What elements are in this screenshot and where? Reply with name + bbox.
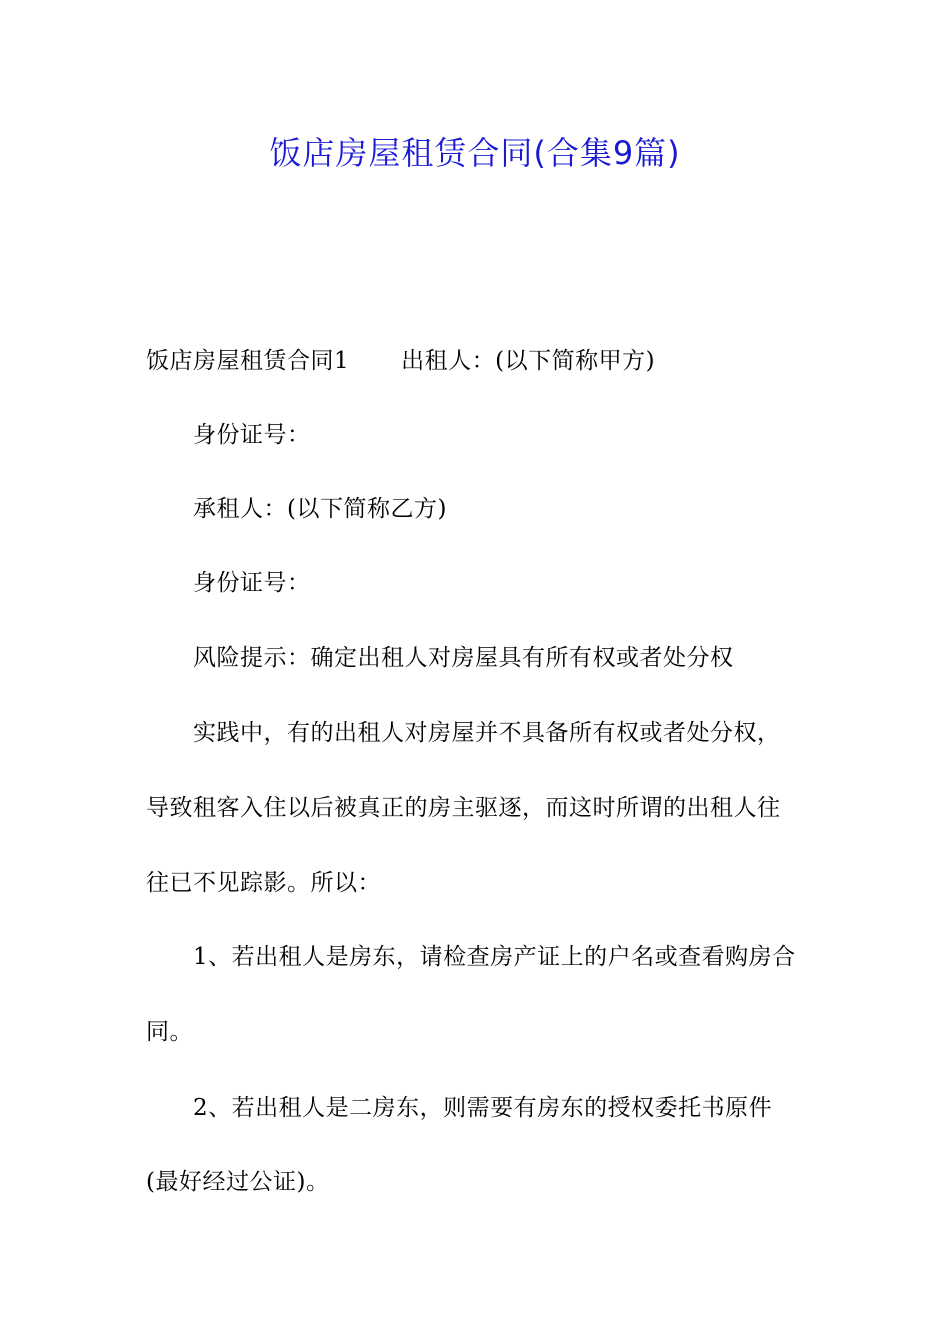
list-item-line: (最好经过公证)。 bbox=[146, 1169, 330, 1195]
document-title: 饭店房屋租赁合同(合集9篇) bbox=[269, 134, 681, 172]
paragraph-line: 导致租客入住以后被真正的房主驱逐，而这时所谓的出租人往 bbox=[146, 795, 781, 821]
list-item-line: 同。 bbox=[146, 1019, 193, 1045]
paragraph-line: 往已不见踪影。所以： bbox=[146, 870, 381, 896]
lessor-line: 出租人：(以下简称甲方) bbox=[401, 348, 656, 374]
list-item-line: 1、若出租人是房东，请检查房产证上的户名或查看购房合 bbox=[193, 944, 796, 970]
lessee-line: 承租人：(以下简称乙方) bbox=[193, 496, 447, 522]
lessor-id-line: 身份证号： bbox=[193, 422, 311, 448]
section-heading: 饭店房屋租赁合同1 bbox=[146, 348, 350, 374]
list-item-line: 2、若出租人是二房东，则需要有房东的授权委托书原件 bbox=[193, 1095, 773, 1121]
risk-notice-line: 风险提示：确定出租人对房屋具有所有权或者处分权 bbox=[193, 645, 734, 671]
paragraph-line: 实践中，有的出租人对房屋并不具备所有权或者处分权， bbox=[193, 720, 781, 746]
section-heading-line bbox=[146, 346, 816, 376]
lessee-id-line: 身份证号： bbox=[193, 570, 311, 596]
